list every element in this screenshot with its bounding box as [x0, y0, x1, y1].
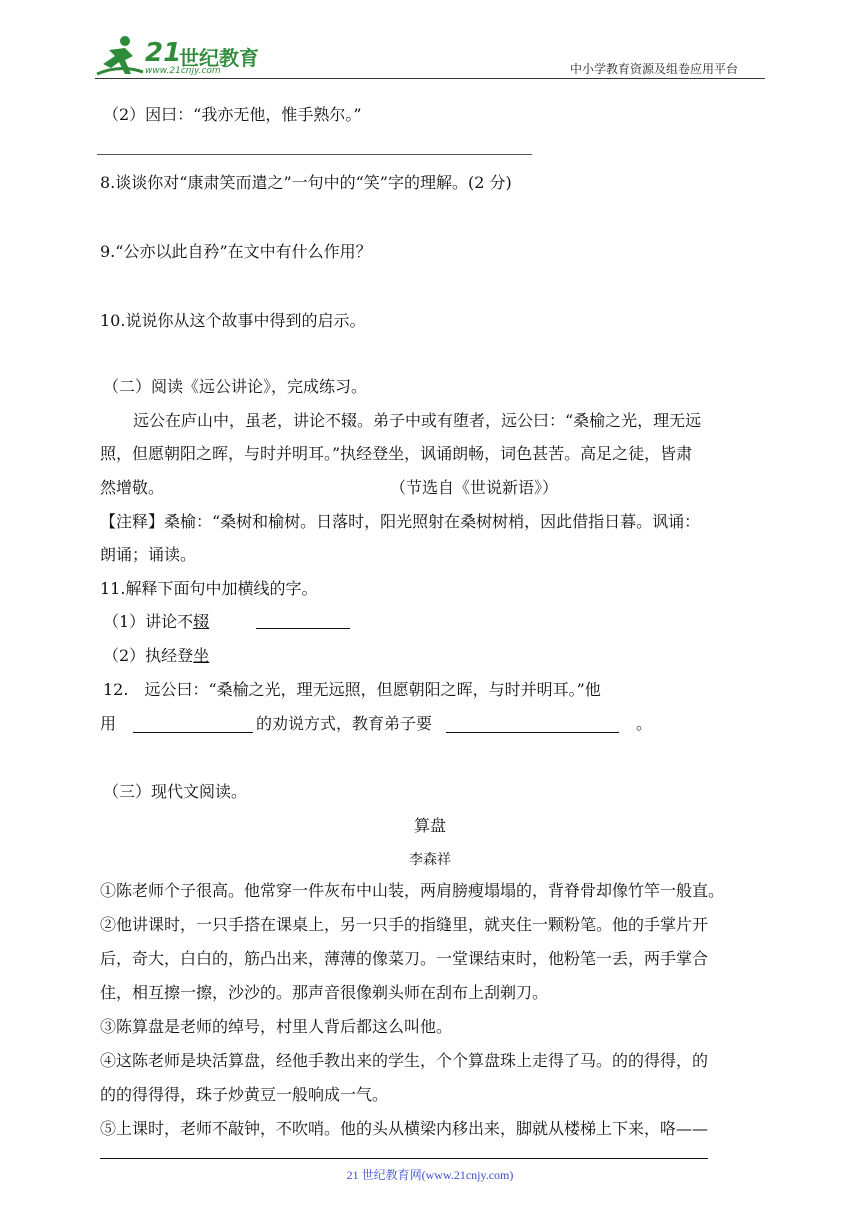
article-p5-line1: ⑤上课时，老师不敲钟，不吹哨。他的头从横梁内移出来，脚就从楼梯上下来，咯——: [100, 1119, 709, 1138]
note-line-2: 朗诵；诵读。: [100, 545, 197, 564]
platform-name: 中小学教育资源及组卷应用平台: [570, 62, 739, 76]
footer-text: 21 世纪教育网(www.21cnjy.com): [346, 1168, 514, 1182]
article-p2-line1: ②他讲课时，一只手搭在课桌上，另一只手的指缝里，就夹住一颗粉笔。他的手掌片开: [100, 915, 709, 934]
article-p4-line1: ④这陈老师是块活算盘，经他手教出来的学生，个个算盘珠上走得了马。的的得得，的: [100, 1051, 709, 1070]
logo-text: 世纪教育: [179, 46, 259, 70]
article-p1: ①陈老师个子很高。他常穿一件灰布中山装，两肩膀瘦塌塌的，背脊骨却像竹竿一般直。: [100, 881, 725, 900]
q11-2: [103, 645, 209, 667]
runner-logo-icon: [95, 34, 145, 78]
section3-title: （三）现代文阅读。: [103, 782, 248, 801]
article-p3: ③陈算盘是老师的绰号，村里人背后都这么叫他。: [100, 1017, 453, 1036]
q7-2-answer-line: [97, 154, 532, 155]
q11-2-prefix: （2）执经登: [103, 646, 194, 665]
q8-text: 8.谈谈你对“康肃笑而遣之”一句中的“笑”字的理解。(2 分): [100, 173, 512, 192]
passage-line-2: 照，但愿朝阳之晖，与时并明耳。”执经登坐，讽诵朗畅，词色甚苦。高足之徒，皆肃: [100, 444, 693, 463]
article-author: 李森祥: [409, 852, 451, 868]
q7-2-text: （2）因曰：“我亦无他，惟手熟尔。”: [103, 105, 362, 124]
q12-end: 。: [636, 714, 653, 733]
q10-text: 10.说说你从这个故事中得到的启示。: [100, 311, 366, 330]
section2-title: （二）阅读《远公讲论》，完成练习。: [103, 377, 368, 396]
passage-source: （节选自《世说新语》）: [390, 478, 559, 497]
header-divider: [95, 78, 765, 79]
q12-line-1: 12. 远公曰：“桑榆之光，理无远照，但愿朝阳之晖，与时并明耳。”他: [103, 680, 601, 699]
q12-yong: 用: [100, 714, 117, 733]
q11-text: 11.解释下面句中加横线的字。: [100, 579, 318, 598]
article-p4-line2: 的的得得得，珠子炒黄豆一般响成一气。: [100, 1085, 389, 1104]
passage-line-3: 然增敬。: [100, 478, 165, 497]
header-logo: [95, 34, 265, 78]
q12-answer-blank-1[interactable]: [133, 732, 253, 733]
q12-answer-blank-2[interactable]: [446, 732, 619, 733]
article-title: 算盘: [413, 816, 446, 835]
footer-divider: [100, 1158, 708, 1159]
q11-1-answer-blank[interactable]: [256, 628, 350, 629]
passage-line-1: 远公在庐山中，虽老，讲论不辍。弟子中或有堕者，远公曰：“桑榆之光，理无远: [133, 411, 702, 430]
logo-url: www.21cnjy.com: [145, 66, 221, 76]
q11-1-prefix: （1）讲论不: [103, 612, 194, 631]
note-line-1: 【注释】桑榆：“桑树和榆树。日落时，阳光照射在桑树树梢，因此借指日暮。讽诵：: [100, 512, 701, 531]
q9-text: 9.“公亦以此自矜”在文中有什么作用？: [100, 242, 372, 261]
article-p2-line3: 住，相互擦一擦，沙沙的。那声音很像剃头师在刮布上刮剃刀。: [100, 983, 549, 1002]
article-p2-line2: 后，奇大，白白的，筋凸出来，薄薄的像菜刀。一堂课结束时，他粉笔一丢，两手掌合: [100, 949, 709, 968]
logo-number: 21: [145, 38, 182, 68]
q11-1: [103, 611, 209, 633]
q11-2-underlined-char: 坐: [193, 646, 210, 665]
q11-1-underlined-char: 辍: [193, 612, 210, 631]
q12-middle: 的劝说方式，教育弟子要: [256, 714, 433, 733]
